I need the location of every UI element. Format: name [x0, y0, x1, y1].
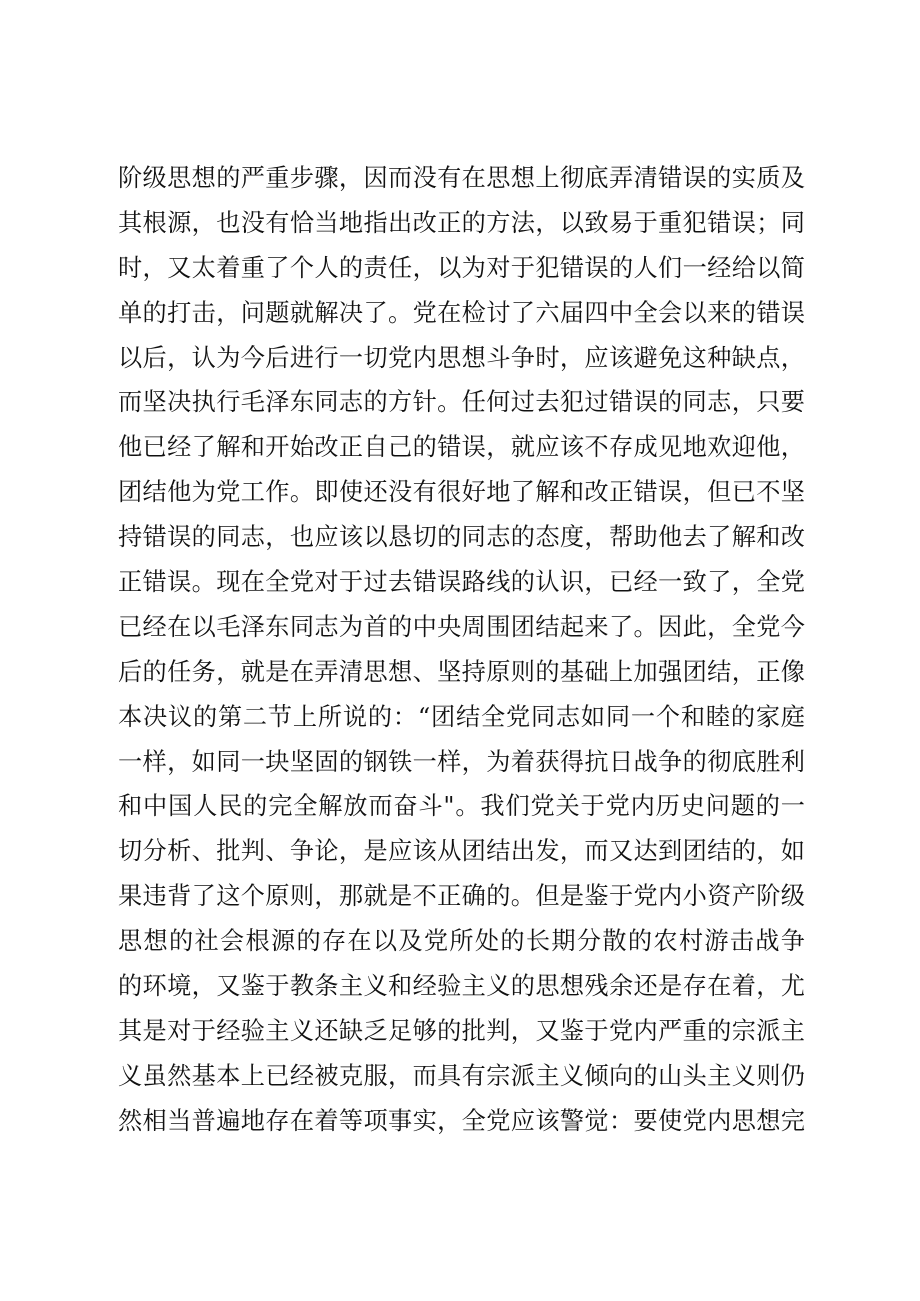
text-line: 持错误的同志，也应该以恳切的同志的态度，帮助他去了解和改	[118, 523, 805, 552]
text-line: 后的任务，就是在弄清思想、坚持原则的基础上加强团结，正像	[118, 657, 805, 686]
body-text	[118, 156, 818, 1144]
text-line: 的环境，又鉴于教条主义和经验主义的思想残余还是存在着，尤	[118, 972, 805, 1001]
text-line: 团结他为党工作。即使还没有很好地了解和改正错误，但已不坚	[118, 478, 805, 507]
text-line: 以后，认为今后进行一切党内思想斗争时，应该避免这种缺点，	[118, 343, 805, 372]
text-line: 果违背了这个原则，那就是不正确的。但是鉴于党内小资产阶级	[118, 882, 805, 911]
text-line: 时，又太着重了个人的责任，以为对于犯错误的人们一经给以简	[118, 253, 805, 282]
text-line: 正错误。现在全党对于过去错误路线的认识，已经一致了，全党	[118, 568, 805, 597]
text-line: 其根源，也没有恰当地指出改正的方法，以致易于重犯错误；同	[118, 208, 805, 237]
text-line: 思想的社会根源的存在以及党所处的长期分散的农村游击战争	[118, 927, 805, 956]
text-line: 一样，如同一块坚固的钢铁一样，为着获得抗日战争的彻底胜利	[118, 747, 805, 776]
text-line: 然相当普遍地存在着等项事实，全党应该警觉：要使党内思想完	[118, 1106, 805, 1135]
text-line: 切分析、批判、争论，是应该从团结出发，而又达到团结的，如	[118, 837, 805, 866]
text-line: 阶级思想的严重步骤，因而没有在思想上彻底弄清错误的实质及	[118, 164, 805, 192]
text-line: 而坚决执行毛泽东同志的方针。任何过去犯过错误的同志，只要	[118, 388, 805, 417]
text-line: 本决议的第二节上所说的：“团结全党同志如同一个和睦的家庭	[118, 702, 805, 731]
text-line: 其是对于经验主义还缺乏足够的批判，又鉴于党内严重的宗派主	[118, 1016, 805, 1045]
text-line: 已经在以毛泽东同志为首的中央周围团结起来了。因此，全党今	[118, 612, 805, 641]
text-line: 他已经了解和开始改正自己的错误，就应该不存成见地欢迎他，	[118, 433, 805, 462]
text-line: 单的打击，问题就解决了。党在检讨了六届四中全会以来的错误	[118, 298, 805, 327]
text-line: 和中国人民的完全解放而奋斗"。我们党关于党内历史问题的一	[118, 792, 805, 821]
text-line: 义虽然基本上已经被克服，而具有宗派主义倾向的山头主义则仍	[118, 1061, 805, 1090]
